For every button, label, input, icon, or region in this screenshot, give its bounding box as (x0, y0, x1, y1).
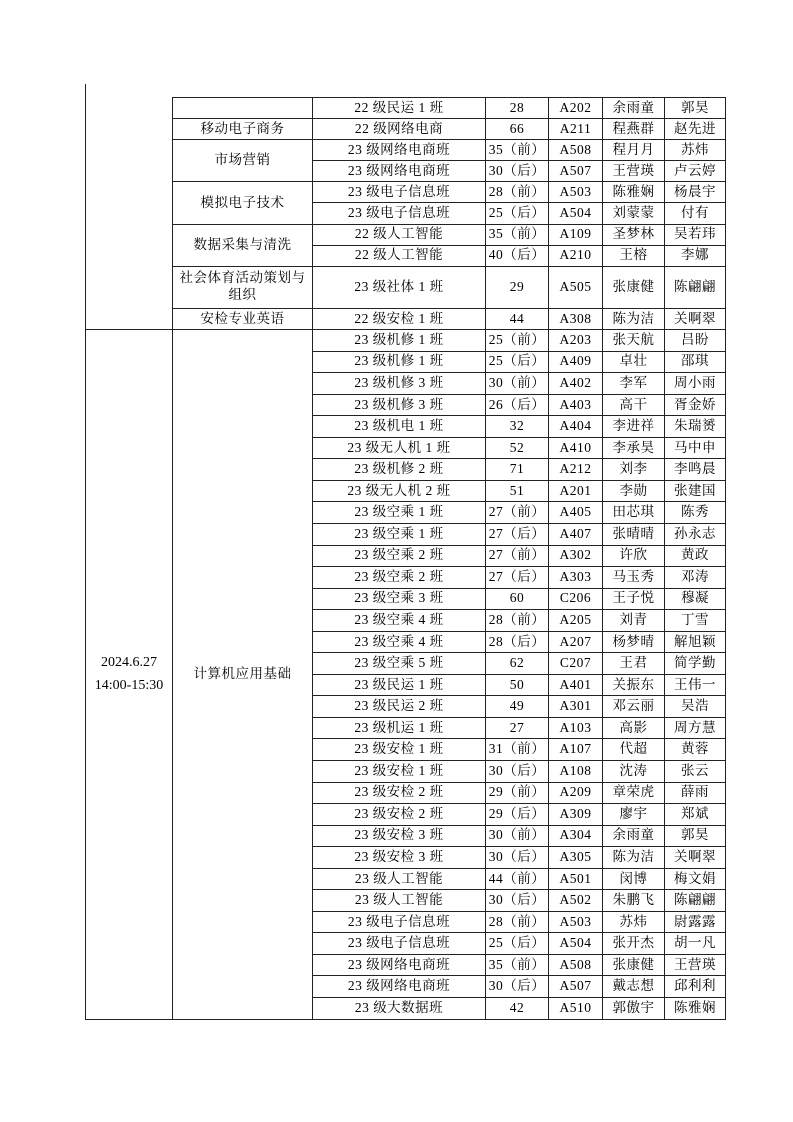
room-cell: A107 (549, 739, 603, 761)
count-cell: 27（后） (486, 523, 549, 545)
invigilator1-cell: 陈为洁 (603, 308, 665, 329)
class-cell: 23 级机修 3 班 (313, 373, 486, 395)
room-cell: A503 (549, 911, 603, 933)
class-cell: 23 级网络电商班 (313, 976, 486, 998)
room-cell: A501 (549, 868, 603, 890)
invigilator1-cell: 郭傲宇 (603, 997, 665, 1019)
room-cell: A209 (549, 782, 603, 804)
invigilator1-cell: 张康健 (603, 954, 665, 976)
count-cell: 28（前） (486, 610, 549, 632)
room-cell: C206 (549, 588, 603, 610)
class-cell: 23 级安检 3 班 (313, 825, 486, 847)
invigilator1-cell: 王子悦 (603, 588, 665, 610)
class-cell: 23 级安检 2 班 (313, 782, 486, 804)
invigilator2-cell: 吕盼 (665, 330, 726, 352)
invigilator1-cell: 李勋 (603, 480, 665, 502)
room-cell: A203 (549, 330, 603, 352)
table-left-border-continuation (85, 84, 86, 98)
room-cell: A510 (549, 997, 603, 1019)
invigilator2-cell: 邓涛 (665, 567, 726, 589)
invigilator2-cell: 黄蓉 (665, 739, 726, 761)
invigilator2-cell: 郭昊 (665, 825, 726, 847)
class-cell: 23 级电子信息班 (313, 933, 486, 955)
invigilator2-cell: 梅文娟 (665, 868, 726, 890)
count-cell: 29 (486, 266, 549, 308)
class-cell: 23 级安检 2 班 (313, 804, 486, 826)
room-cell: C207 (549, 653, 603, 675)
room-cell: A505 (549, 266, 603, 308)
class-cell: 23 级民运 2 班 (313, 696, 486, 718)
count-cell: 31（前） (486, 739, 549, 761)
invigilator2-cell: 邱利利 (665, 976, 726, 998)
table-row (86, 266, 726, 308)
class-cell: 23 级机运 1 班 (313, 717, 486, 739)
invigilator1-cell: 闵博 (603, 868, 665, 890)
class-cell: 23 级安检 1 班 (313, 739, 486, 761)
invigilator1-cell: 余雨童 (603, 825, 665, 847)
invigilator1-cell: 李承昊 (603, 437, 665, 459)
class-cell: 23 级社体 1 班 (313, 266, 486, 308)
count-cell: 35（前） (486, 954, 549, 976)
room-cell: A405 (549, 502, 603, 524)
count-cell: 28 (486, 98, 549, 119)
count-cell: 35（前） (486, 140, 549, 161)
invigilator1-cell: 王君 (603, 653, 665, 675)
count-cell: 30（前） (486, 373, 549, 395)
invigilator2-cell: 陈雅娴 (665, 997, 726, 1019)
room-cell: A410 (549, 437, 603, 459)
invigilator2-cell: 穆凝 (665, 588, 726, 610)
room-cell: A401 (549, 674, 603, 696)
room-cell: A302 (549, 545, 603, 567)
invigilator1-cell: 李军 (603, 373, 665, 395)
class-cell: 23 级电子信息班 (313, 203, 486, 224)
class-cell: 23 级民运 1 班 (313, 674, 486, 696)
class-cell: 23 级人工智能 (313, 890, 486, 912)
count-cell: 29（后） (486, 804, 549, 826)
invigilator2-cell: 付有 (665, 203, 726, 224)
room-cell: A508 (549, 140, 603, 161)
invigilator2-cell: 尉露露 (665, 911, 726, 933)
invigilator1-cell: 杨梦晴 (603, 631, 665, 653)
class-cell: 23 级空乘 2 班 (313, 545, 486, 567)
subject-cell (173, 98, 313, 119)
invigilator1-cell: 张天航 (603, 330, 665, 352)
invigilator2-cell: 张云 (665, 760, 726, 782)
count-cell: 32 (486, 416, 549, 438)
class-cell: 23 级网络电商班 (313, 161, 486, 182)
class-cell: 23 级机修 1 班 (313, 330, 486, 352)
room-cell: A211 (549, 119, 603, 140)
datetime-cell (86, 98, 173, 330)
invigilator2-cell: 张建国 (665, 480, 726, 502)
table-row (86, 119, 726, 140)
room-cell: A301 (549, 696, 603, 718)
count-cell: 66 (486, 119, 549, 140)
count-cell: 49 (486, 696, 549, 718)
invigilator2-cell: 李娜 (665, 245, 726, 266)
class-cell: 23 级网络电商班 (313, 954, 486, 976)
count-cell: 30（后） (486, 847, 549, 869)
count-cell: 30（后） (486, 760, 549, 782)
invigilator2-cell: 杨晨宇 (665, 182, 726, 203)
invigilator1-cell: 代超 (603, 739, 665, 761)
count-cell: 40（后） (486, 245, 549, 266)
invigilator1-cell: 程月月 (603, 140, 665, 161)
room-cell: A508 (549, 954, 603, 976)
invigilator1-cell: 朱鹏飞 (603, 890, 665, 912)
class-cell: 23 级机修 2 班 (313, 459, 486, 481)
class-cell: 23 级机修 3 班 (313, 394, 486, 416)
invigilator2-cell: 陈秀 (665, 502, 726, 524)
count-cell: 51 (486, 480, 549, 502)
invigilator2-cell: 苏炜 (665, 140, 726, 161)
count-cell: 28（后） (486, 631, 549, 653)
count-cell: 25（后） (486, 351, 549, 373)
subject-cell: 社会体育活动策划与组织 (173, 266, 313, 308)
class-cell: 23 级人工智能 (313, 868, 486, 890)
invigilator2-cell: 胥金娇 (665, 394, 726, 416)
invigilator2-cell: 朱瑞赟 (665, 416, 726, 438)
room-cell: A404 (549, 416, 603, 438)
invigilator1-cell: 张开杰 (603, 933, 665, 955)
invigilator1-cell: 陈为洁 (603, 847, 665, 869)
room-cell: A207 (549, 631, 603, 653)
count-cell: 27 (486, 717, 549, 739)
invigilator1-cell: 张晴晴 (603, 523, 665, 545)
class-cell: 23 级空乘 4 班 (313, 610, 486, 632)
class-cell: 23 级机电 1 班 (313, 416, 486, 438)
invigilator1-cell: 高影 (603, 717, 665, 739)
invigilator1-cell: 张康健 (603, 266, 665, 308)
class-cell: 22 级民运 1 班 (313, 98, 486, 119)
subject-cell: 移动电子商务 (173, 119, 313, 140)
count-cell: 27（前） (486, 545, 549, 567)
invigilator2-cell: 王伟一 (665, 674, 726, 696)
room-cell: A202 (549, 98, 603, 119)
invigilator2-cell: 吴浩 (665, 696, 726, 718)
table-row (86, 330, 726, 352)
exam-schedule-table (85, 97, 726, 1020)
invigilator2-cell: 邵琪 (665, 351, 726, 373)
invigilator2-cell: 丁雪 (665, 610, 726, 632)
invigilator2-cell: 郭昊 (665, 98, 726, 119)
invigilator1-cell: 许欣 (603, 545, 665, 567)
invigilator2-cell: 简学勤 (665, 653, 726, 675)
invigilator1-cell: 章荣虎 (603, 782, 665, 804)
invigilator2-cell: 卢云婷 (665, 161, 726, 182)
room-cell: A403 (549, 394, 603, 416)
table-row (86, 98, 726, 119)
invigilator1-cell: 马玉秀 (603, 567, 665, 589)
room-cell: A109 (549, 224, 603, 245)
invigilator1-cell: 李进祥 (603, 416, 665, 438)
invigilator1-cell: 程燕群 (603, 119, 665, 140)
class-cell: 23 级空乘 5 班 (313, 653, 486, 675)
class-cell: 23 级安检 3 班 (313, 847, 486, 869)
invigilator1-cell: 田芯琪 (603, 502, 665, 524)
invigilator1-cell: 王营瑛 (603, 161, 665, 182)
count-cell: 25（后） (486, 203, 549, 224)
room-cell: A504 (549, 203, 603, 224)
subject-cell: 计算机应用基础 (173, 330, 313, 1020)
table-row (86, 182, 726, 203)
room-cell: A402 (549, 373, 603, 395)
invigilator2-cell: 解旭颖 (665, 631, 726, 653)
invigilator1-cell: 卓壮 (603, 351, 665, 373)
invigilator1-cell: 沈涛 (603, 760, 665, 782)
count-cell: 30（后） (486, 976, 549, 998)
invigilator1-cell: 刘青 (603, 610, 665, 632)
class-cell: 23 级空乘 2 班 (313, 567, 486, 589)
room-cell: A503 (549, 182, 603, 203)
invigilator2-cell: 马中申 (665, 437, 726, 459)
subject-cell: 安检专业英语 (173, 308, 313, 329)
count-cell: 26（后） (486, 394, 549, 416)
class-cell: 23 级电子信息班 (313, 182, 486, 203)
count-cell: 44（前） (486, 868, 549, 890)
invigilator1-cell: 刘李 (603, 459, 665, 481)
room-cell: A502 (549, 890, 603, 912)
class-cell: 23 级空乘 3 班 (313, 588, 486, 610)
room-cell: A409 (549, 351, 603, 373)
invigilator2-cell: 黄政 (665, 545, 726, 567)
invigilator2-cell: 周小雨 (665, 373, 726, 395)
class-cell: 23 级无人机 1 班 (313, 437, 486, 459)
count-cell: 52 (486, 437, 549, 459)
room-cell: A210 (549, 245, 603, 266)
room-cell: A507 (549, 976, 603, 998)
class-cell: 22 级安检 1 班 (313, 308, 486, 329)
class-cell: 23 级电子信息班 (313, 911, 486, 933)
count-cell: 27（后） (486, 567, 549, 589)
table-row (86, 224, 726, 245)
datetime-line: 2024.6.27 (101, 655, 157, 671)
invigilator1-cell: 陈雅娴 (603, 182, 665, 203)
count-cell: 60 (486, 588, 549, 610)
invigilator1-cell: 圣梦林 (603, 224, 665, 245)
invigilator2-cell: 吴若玮 (665, 224, 726, 245)
room-cell: A212 (549, 459, 603, 481)
class-cell: 22 级人工智能 (313, 224, 486, 245)
invigilator1-cell: 刘蒙蒙 (603, 203, 665, 224)
invigilator2-cell: 李鸣晨 (665, 459, 726, 481)
room-cell: A108 (549, 760, 603, 782)
room-cell: A205 (549, 610, 603, 632)
invigilator2-cell: 关啊翠 (665, 847, 726, 869)
room-cell: A201 (549, 480, 603, 502)
invigilator2-cell: 王营瑛 (665, 954, 726, 976)
count-cell: 27（前） (486, 502, 549, 524)
datetime-line: 14:00-15:30 (94, 678, 164, 694)
count-cell: 25（前） (486, 330, 549, 352)
invigilator2-cell: 郑斌 (665, 804, 726, 826)
invigilator1-cell: 戴志想 (603, 976, 665, 998)
room-cell: A507 (549, 161, 603, 182)
table-row (86, 140, 726, 161)
class-cell: 23 级安检 1 班 (313, 760, 486, 782)
room-cell: A103 (549, 717, 603, 739)
count-cell: 62 (486, 653, 549, 675)
exam-schedule-body (86, 98, 726, 1020)
count-cell: 42 (486, 997, 549, 1019)
subject-cell: 数据采集与清洗 (173, 224, 313, 266)
invigilator1-cell: 王榕 (603, 245, 665, 266)
room-cell: A304 (549, 825, 603, 847)
count-cell: 50 (486, 674, 549, 696)
count-cell: 29（前） (486, 782, 549, 804)
count-cell: 28（前） (486, 911, 549, 933)
subject-cell: 模拟电子技术 (173, 182, 313, 224)
count-cell: 44 (486, 308, 549, 329)
invigilator1-cell: 余雨童 (603, 98, 665, 119)
invigilator2-cell: 陈翩翩 (665, 890, 726, 912)
room-cell: A303 (549, 567, 603, 589)
room-cell: A407 (549, 523, 603, 545)
invigilator2-cell: 陈翩翩 (665, 266, 726, 308)
count-cell: 28（前） (486, 182, 549, 203)
invigilator2-cell: 周方慧 (665, 717, 726, 739)
invigilator2-cell: 关啊翠 (665, 308, 726, 329)
class-cell: 23 级空乘 4 班 (313, 631, 486, 653)
count-cell: 71 (486, 459, 549, 481)
subject-cell: 市场营销 (173, 140, 313, 182)
invigilator2-cell: 薛雨 (665, 782, 726, 804)
count-cell: 30（前） (486, 825, 549, 847)
class-cell: 22 级网络电商 (313, 119, 486, 140)
invigilator2-cell: 赵先进 (665, 119, 726, 140)
invigilator1-cell: 廖宇 (603, 804, 665, 826)
count-cell: 35（前） (486, 224, 549, 245)
room-cell: A308 (549, 308, 603, 329)
class-cell: 23 级无人机 2 班 (313, 480, 486, 502)
count-cell: 25（后） (486, 933, 549, 955)
class-cell: 23 级网络电商班 (313, 140, 486, 161)
class-cell: 23 级大数据班 (313, 997, 486, 1019)
class-cell: 22 级人工智能 (313, 245, 486, 266)
invigilator1-cell: 苏炜 (603, 911, 665, 933)
invigilator1-cell: 高干 (603, 394, 665, 416)
table-row (86, 308, 726, 329)
invigilator2-cell: 孙永志 (665, 523, 726, 545)
invigilator1-cell: 邓云丽 (603, 696, 665, 718)
count-cell: 30（后） (486, 161, 549, 182)
count-cell: 30（后） (486, 890, 549, 912)
class-cell: 23 级机修 1 班 (313, 351, 486, 373)
invigilator2-cell: 胡一凡 (665, 933, 726, 955)
invigilator1-cell: 关振东 (603, 674, 665, 696)
room-cell: A504 (549, 933, 603, 955)
datetime-cell (86, 330, 173, 1020)
class-cell: 23 级空乘 1 班 (313, 523, 486, 545)
room-cell: A309 (549, 804, 603, 826)
room-cell: A305 (549, 847, 603, 869)
class-cell: 23 级空乘 1 班 (313, 502, 486, 524)
